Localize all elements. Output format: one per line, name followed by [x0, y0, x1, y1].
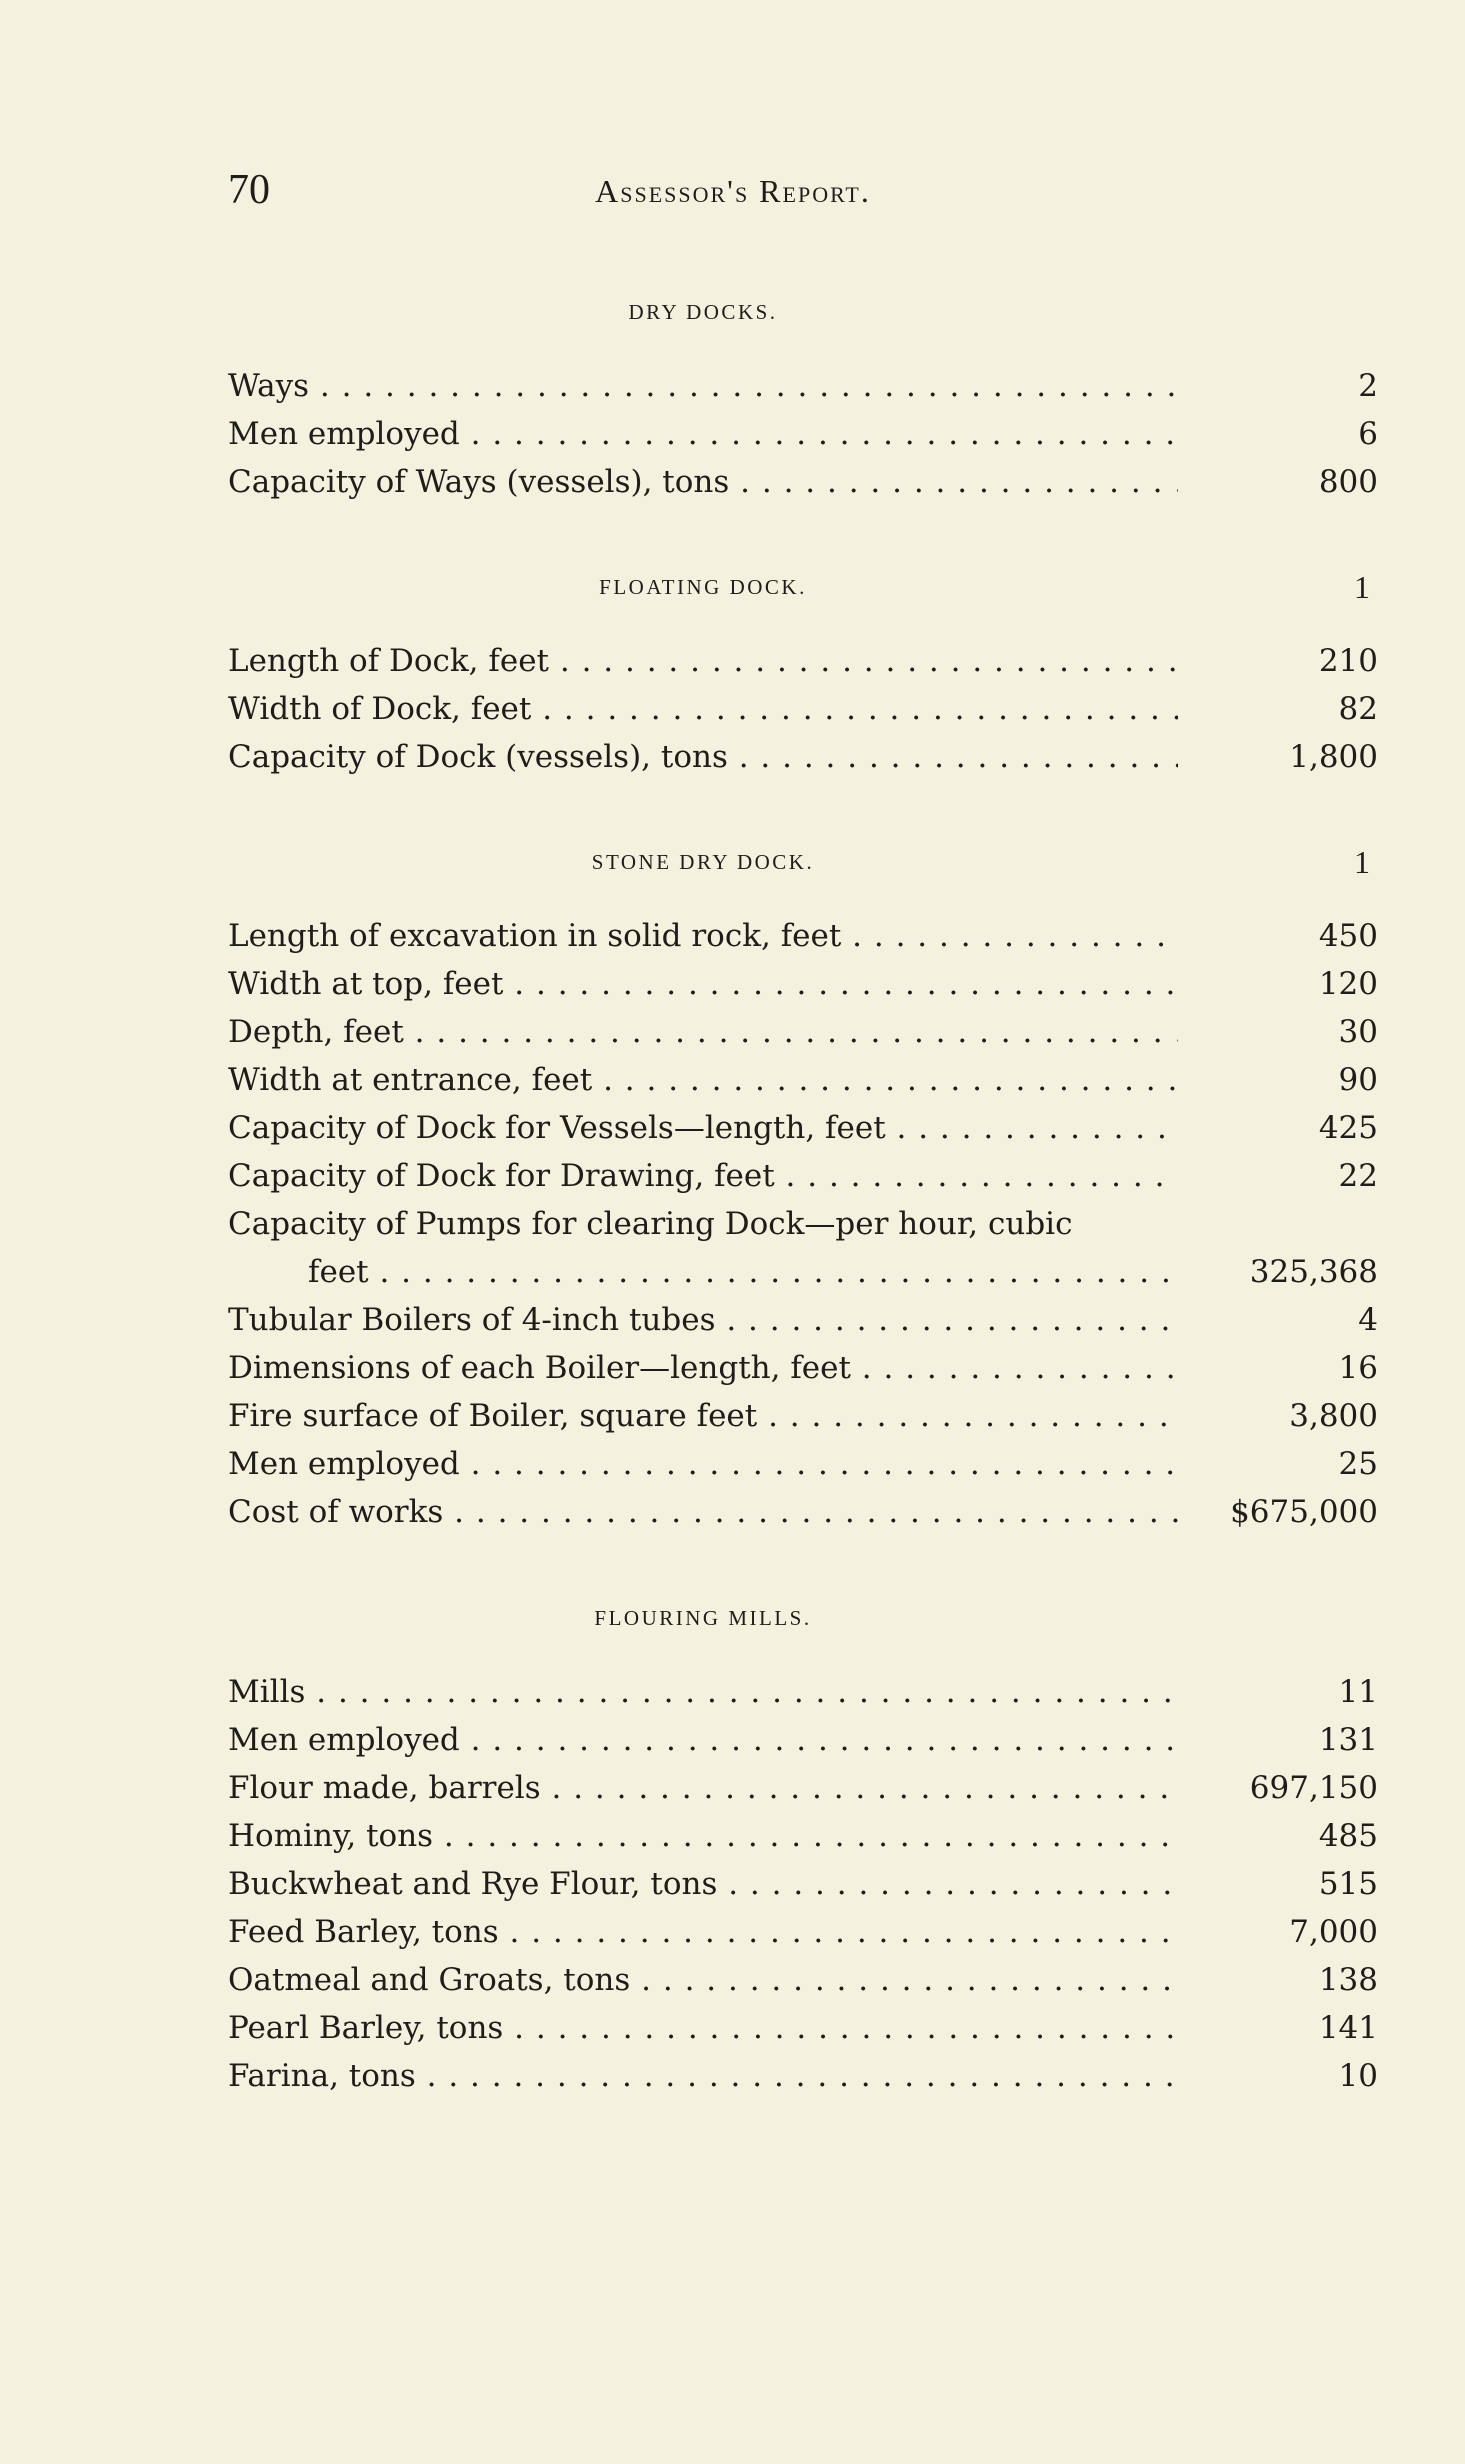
row-value: 141 — [1318, 2010, 1378, 2046]
row-label: Dimensions of each Boiler—length, feet . . . — [228, 1344, 1178, 1392]
row-label: Men employed . . . — [228, 1440, 1178, 1488]
table-row — [228, 685, 1378, 733]
row-value: 120 — [1318, 966, 1378, 1002]
section-title: STONE DRY DOCK. — [591, 850, 815, 874]
row-label: Capacity of Dock (vessels), tons . . . — [228, 733, 1178, 781]
section-heading — [228, 565, 1378, 609]
row-value: 515 — [1318, 1866, 1378, 1902]
table-row — [228, 637, 1378, 685]
table-row — [228, 1248, 1378, 1296]
row-label: Capacity of Dock for Drawing, feet . . . — [228, 1152, 1178, 1200]
row-label: Oatmeal and Groats, tons . . . — [228, 1956, 1178, 2004]
row-label: Cost of works . . . — [228, 1488, 1178, 1536]
section-count: 1 — [1354, 569, 1370, 605]
table-row — [228, 1668, 1378, 1716]
table-row — [228, 410, 1378, 458]
section-title: FLOATING DOCK. — [599, 575, 807, 599]
table-row — [228, 1716, 1378, 1764]
row-label: Width at entrance, feet . . . — [228, 1056, 1178, 1104]
table-row — [228, 1152, 1378, 1200]
row-label: Pearl Barley, tons . . . — [228, 2004, 1178, 2052]
table-row — [228, 1392, 1378, 1440]
table-row — [228, 458, 1378, 506]
page-number: 70 — [228, 167, 270, 213]
row-value: 90 — [1338, 1062, 1378, 1098]
table-row — [228, 1440, 1378, 1488]
row-value: 11 — [1338, 1674, 1378, 1710]
row-value: 138 — [1318, 1962, 1378, 1998]
section-heading — [228, 290, 1378, 334]
section-stone-dry-dock — [228, 840, 1378, 1536]
row-value: 22 — [1338, 1158, 1378, 1194]
table-row — [228, 1104, 1378, 1152]
table-row — [228, 733, 1378, 781]
row-value: 6 — [1358, 416, 1378, 452]
row-label: Length of Dock, feet . . . — [228, 637, 1178, 685]
row-label: Hominy, tons . . . — [228, 1812, 1178, 1860]
row-label: Farina, tons . . . — [228, 2052, 1178, 2100]
table-row — [228, 1008, 1378, 1056]
row-label: Men employed . . . — [228, 410, 1178, 458]
row-label: Width at top, feet . . . — [228, 960, 1178, 1008]
row-label: Depth, feet . . . — [228, 1008, 1178, 1056]
table-row — [228, 1344, 1378, 1392]
table-row — [228, 1488, 1378, 1536]
row-label: Feed Barley, tons . . . — [228, 1908, 1178, 1956]
row-value: 450 — [1318, 918, 1378, 954]
table-row — [228, 1764, 1378, 1812]
table-row — [228, 1200, 1378, 1248]
row-label: Buckwheat and Rye Flour, tons . . . — [228, 1860, 1178, 1908]
table-row — [228, 362, 1378, 410]
row-label: Mills . . . — [228, 1668, 1178, 1716]
section-title: DRY DOCKS. — [628, 300, 778, 324]
row-value: 697,150 — [1249, 1770, 1378, 1806]
row-value: 800 — [1318, 464, 1378, 500]
table-row — [228, 1956, 1378, 2004]
table-row — [228, 1056, 1378, 1104]
row-value: 16 — [1338, 1350, 1378, 1386]
table-row — [228, 2052, 1378, 2100]
section-heading — [228, 840, 1378, 884]
row-label: Flour made, barrels . . . — [228, 1764, 1178, 1812]
row-label: feet . . . — [228, 1248, 1178, 1296]
row-label: Width of Dock, feet . . . — [228, 685, 1178, 733]
row-value: 3,800 — [1289, 1398, 1378, 1434]
row-value: 1,800 — [1289, 739, 1378, 775]
row-value: 82 — [1338, 691, 1378, 727]
section-dry-docks — [228, 290, 1378, 506]
row-label: Tubular Boilers of 4-inch tubes . . . — [228, 1296, 1178, 1344]
row-value: 325,368 — [1249, 1254, 1378, 1290]
row-label: Length of excavation in solid rock, feet . . . — [228, 912, 1178, 960]
table-row — [228, 912, 1378, 960]
row-label: Capacity of Pumps for clearing Dock—per hour, cubic — [228, 1206, 1073, 1242]
row-value: 7,000 — [1289, 1914, 1378, 1950]
row-label: Capacity of Ways (vessels), tons . . . — [228, 458, 1178, 506]
running-head — [228, 165, 1238, 215]
row-value: 4 — [1358, 1302, 1378, 1338]
report-title: Assessor's Report. — [595, 173, 871, 209]
table-row — [228, 1860, 1378, 1908]
row-label: Fire surface of Boiler, square feet . . . — [228, 1392, 1178, 1440]
section-title: FLOURING MILLS. — [594, 1606, 812, 1630]
row-label: Ways . . . — [228, 362, 1178, 410]
table-row — [228, 960, 1378, 1008]
table-row — [228, 1296, 1378, 1344]
row-value: 2 — [1358, 368, 1378, 404]
table-row — [228, 1812, 1378, 1860]
row-value: 10 — [1338, 2058, 1378, 2094]
section-floating-dock — [228, 565, 1378, 781]
row-value: 210 — [1318, 643, 1378, 679]
row-value: 25 — [1338, 1446, 1378, 1482]
row-label: Men employed . . . — [228, 1716, 1178, 1764]
row-value: $675,000 — [1230, 1494, 1378, 1530]
row-value: 485 — [1318, 1818, 1378, 1854]
section-flouring-mills — [228, 1596, 1378, 2100]
table-row — [228, 2004, 1378, 2052]
section-heading — [228, 1596, 1378, 1640]
row-value: 425 — [1318, 1110, 1378, 1146]
row-label: Capacity of Dock for Vessels—length, feet . . . — [228, 1104, 1178, 1152]
row-value: 131 — [1318, 1722, 1378, 1758]
table-row — [228, 1908, 1378, 1956]
section-count: 1 — [1354, 844, 1370, 880]
row-value: 30 — [1338, 1014, 1378, 1050]
